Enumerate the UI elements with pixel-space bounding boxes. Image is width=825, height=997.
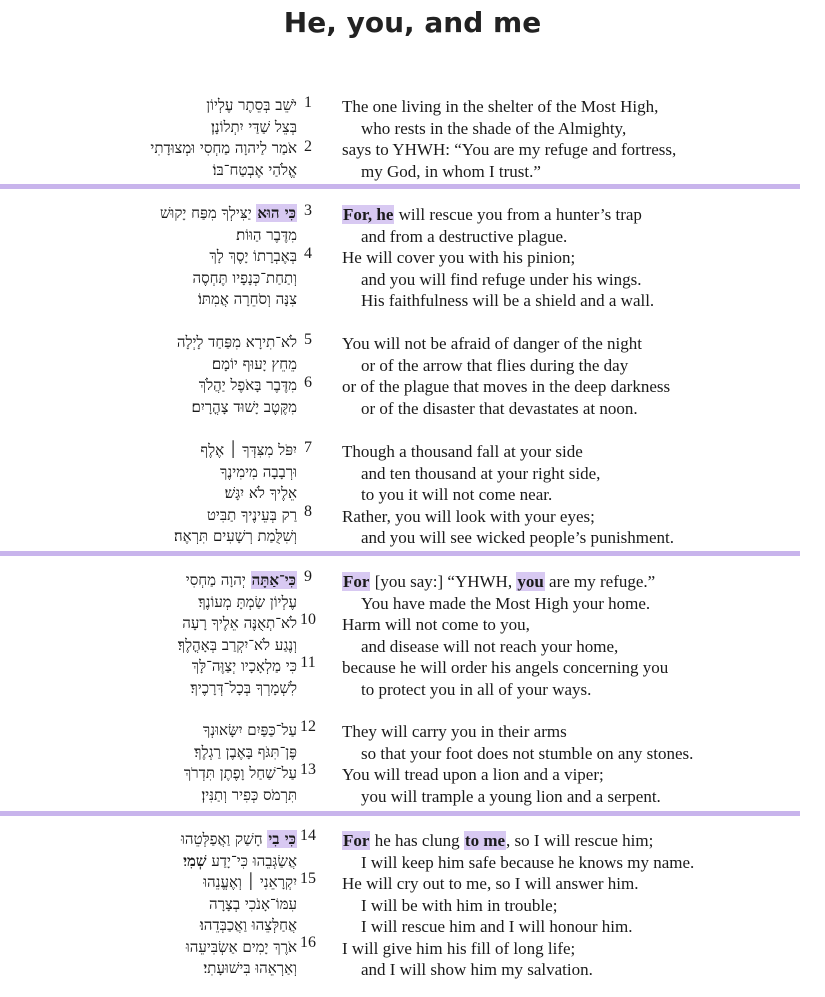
verse-number: 16: [300, 934, 316, 951]
english-line: and disease will not reach your home,: [361, 637, 619, 656]
hebrew-line: אֵלֶיךָ לֹא יִגָּשׁ׃: [224, 484, 297, 502]
english-line: I will keep him safe because he knows my name.: [361, 853, 695, 872]
hebrew-line: עִמּוֹ־אָנֹכִי בְצָרָה: [209, 895, 297, 913]
english-line: I will rescue him and I will honour him.: [361, 917, 633, 936]
verse-number: 3: [304, 202, 312, 219]
verse-number: 8: [304, 503, 312, 520]
hebrew-line: רַק בְּעֵינֶיךָ תַבִּיט: [206, 506, 297, 524]
english-line: so that your foot does not stumble on any stones.: [361, 744, 694, 763]
english-line: or of the arrow that flies during the day: [361, 356, 629, 375]
hebrew-line: יִקְרָאֵנִי ׀ וְאֶעֱנֵהוּ: [203, 873, 297, 891]
hebrew-line: לִשְׁמָרְךָ בְּכָל־דְּרָכֶיךָ׃: [190, 679, 297, 697]
english-line: or of the plague that moves in the deep darkness: [342, 377, 671, 396]
hebrew-line: בְּצֵל שַׁדַּי יִתְלוֹנָן׃: [210, 118, 297, 136]
english-line: Though a thousand fall at your side: [342, 442, 583, 461]
hebrew-line: וְתַחַת־כְּנָפָיו תֶּחְסֶה: [192, 269, 297, 287]
hebrew-line: [183, 851, 297, 872]
hebrew-line: וְאַרְאֵהוּ בִּישׁוּעָתִי׃: [203, 959, 297, 977]
english-text: will rescue you from a hunter’s trap: [394, 205, 642, 224]
english-line: and I will show him my salvation.: [361, 960, 593, 979]
english-text: , so I will rescue him;: [506, 831, 654, 850]
verse-number: 7: [304, 439, 312, 456]
hebrew-text: אֲשַׂגְּבֵהוּ כִּי־יָדַע: [206, 852, 297, 870]
hebrew-highlight: כִּי בִי: [268, 830, 296, 848]
hebrew-line: יֹשֵׁב בְּסֵתֶר עֶלְיוֹן: [206, 96, 297, 114]
english-line: [342, 204, 642, 225]
hebrew-line: וְנֶגַע לֹא־יִקְרַב בְּאָהֳלֶךָ׃: [177, 636, 297, 654]
verse-number: 2: [304, 138, 312, 155]
english-line: says to YHWH: “You are my refuge and fortress,: [342, 140, 677, 159]
english-line: to you it will not come near.: [361, 485, 553, 504]
english-line: He will cover you with his pinion;: [342, 248, 576, 267]
verse-number: 10: [300, 611, 316, 628]
hebrew-line: [160, 203, 297, 224]
english-line: to protect you in all of your ways.: [361, 680, 592, 699]
english-line: my God, in whom I trust.”: [361, 162, 541, 181]
english-highlight: to me: [464, 831, 506, 850]
section-divider: [0, 811, 800, 816]
hebrew-line: צִנָּה וְסֹחֵרָה אֲמִתּוֹ׃: [197, 290, 297, 308]
english-line: He will cry out to me, so I will answer him.: [342, 874, 639, 893]
hebrew-line: יִפֹּל מִצִּדְּךָ ׀ אֶלֶף: [200, 441, 297, 459]
english-line: You have made the Most High your home.: [361, 594, 651, 613]
hebrew-text: יַצִּילְךָ מִפַּח יָקוּשׁ: [159, 204, 257, 222]
hebrew-bold: שְׁמִי: [183, 852, 207, 870]
hebrew-line: אֲחַלְּצֵהוּ וַאֲכַבְּדֵהוּ׃: [199, 916, 297, 934]
verse-number: 13: [300, 761, 316, 778]
hebrew-line: לֹא־תְאֻנֶּה אֵלֶיךָ רָעָה: [182, 614, 297, 632]
hebrew-line: אֹרֶךְ יָמִים אַשְׂבִּיעֵהוּ: [185, 938, 297, 956]
english-line: and from a destructive plague.: [361, 227, 568, 246]
section-divider: [0, 551, 800, 556]
english-highlight: For, he: [343, 205, 394, 224]
hebrew-text: חָשַׁק וַאֲפַלְּטֵהוּ: [181, 830, 268, 848]
page-title: He, you, and me: [283, 6, 542, 39]
english-line: The one living in the shelter of the Most High,: [342, 97, 659, 116]
english-line: Harm will not come to you,: [342, 615, 530, 634]
verse-number: 11: [300, 654, 316, 671]
hebrew-line: עֶלְיוֹן שַׂמְתָּ מְעוֹנֶךָ׃: [198, 593, 297, 611]
hebrew-line: פֶּן־תִּגֹּף בָּאֶבֶן רַגְלֶךָ׃: [194, 743, 297, 761]
english-line: They will carry you in their arms: [342, 722, 567, 741]
hebrew-line: מֵחֵץ יָעוּף יוֹמָם׃: [211, 355, 297, 373]
english-line: and you will see wicked people’s punishment.: [361, 528, 675, 547]
english-line: and ten thousand at your right side,: [361, 464, 601, 483]
english-text: are my refuge.”: [544, 572, 656, 591]
hebrew-line: [186, 570, 297, 591]
hebrew-line: מִדֶּבֶר בָּאֹפֶל יַהֲלֹךְ: [198, 376, 297, 394]
hebrew-line: בְּאֶבְרָתוֹ יָסֶךְ לָךְ: [209, 247, 297, 265]
verse-number: 5: [304, 331, 312, 348]
verse-number: 14: [300, 827, 316, 844]
hebrew-highlight: כִּי הוּא: [257, 204, 296, 222]
english-line: You will tread upon a lion and a viper;: [342, 765, 604, 784]
hebrew-line: תִּרְמֹס כְּפִיר וְתַנִּין׃: [201, 786, 297, 804]
verse-number: 9: [304, 568, 312, 585]
verse-number: 12: [300, 718, 316, 735]
hebrew-line: לֹא־תִירָא מִפַּחַד לָיְלָה: [176, 333, 297, 351]
english-line: and you will find refuge under his wings.: [361, 270, 642, 289]
verse-number: 1: [304, 94, 312, 111]
hebrew-line: וְשִׁלֻּמַת רְשָׁעִים תִּרְאֶה׃: [174, 527, 297, 545]
english-line: or of the disaster that devastates at noon.: [361, 399, 638, 418]
hebrew-line: אֹמַר לַיהוָה מַחְסִי וּמְצוּדָתִי: [150, 139, 297, 157]
english-highlight: For: [343, 831, 370, 850]
verse-number: 15: [300, 870, 316, 887]
hebrew-line: מִקֶּטֶב יָשׁוּד צָהֳרָיִם׃: [191, 398, 297, 416]
verse-number: 4: [304, 245, 312, 262]
english-line: you will trample a young lion and a serpent.: [361, 787, 661, 806]
hebrew-line: [181, 829, 297, 850]
english-line: [342, 830, 653, 851]
english-line: I will give him his fill of long life;: [342, 939, 576, 958]
hebrew-highlight: כִּי־אַתָּה: [251, 571, 296, 589]
english-text: he has clung: [370, 831, 464, 850]
hebrew-line: עַל־כַּפַּיִם יִשָּׂאוּנְךָ: [202, 721, 297, 739]
english-line: I will be with him in trouble;: [361, 896, 558, 915]
english-text: [you say:] “YHWH,: [370, 572, 517, 591]
hebrew-line: עַל־שַׁחַל וָפֶתֶן תִּדְרֹךְ: [183, 764, 297, 782]
section-divider: [0, 184, 800, 189]
verse-number: 6: [304, 374, 312, 391]
hebrew-line: כִּי מַלְאָכָיו יְצַוֶּה־לָּךְ: [191, 657, 297, 675]
english-line: who rests in the shade of the Almighty,: [361, 119, 627, 138]
english-line: His faithfulness will be a shield and a wall.: [361, 291, 655, 310]
hebrew-line: מִדֶּבֶר הַוּוֹת׃: [236, 226, 297, 244]
english-line: You will not be afraid of danger of the night: [342, 334, 642, 353]
english-line: [342, 571, 655, 592]
hebrew-line: אֱלֹהַי אֶבְטַח־בּוֹ׃: [212, 161, 297, 179]
hebrew-line: וּרְבָבָה מִימִינֶךָ: [220, 463, 297, 481]
english-highlight: you: [517, 572, 544, 591]
hebrew-text: יְהוָה מַחְסִי: [185, 571, 251, 589]
english-highlight: For: [343, 572, 370, 591]
english-line: Rather, you will look with your eyes;: [342, 507, 595, 526]
english-line: because he will order his angels concerning you: [342, 658, 669, 677]
